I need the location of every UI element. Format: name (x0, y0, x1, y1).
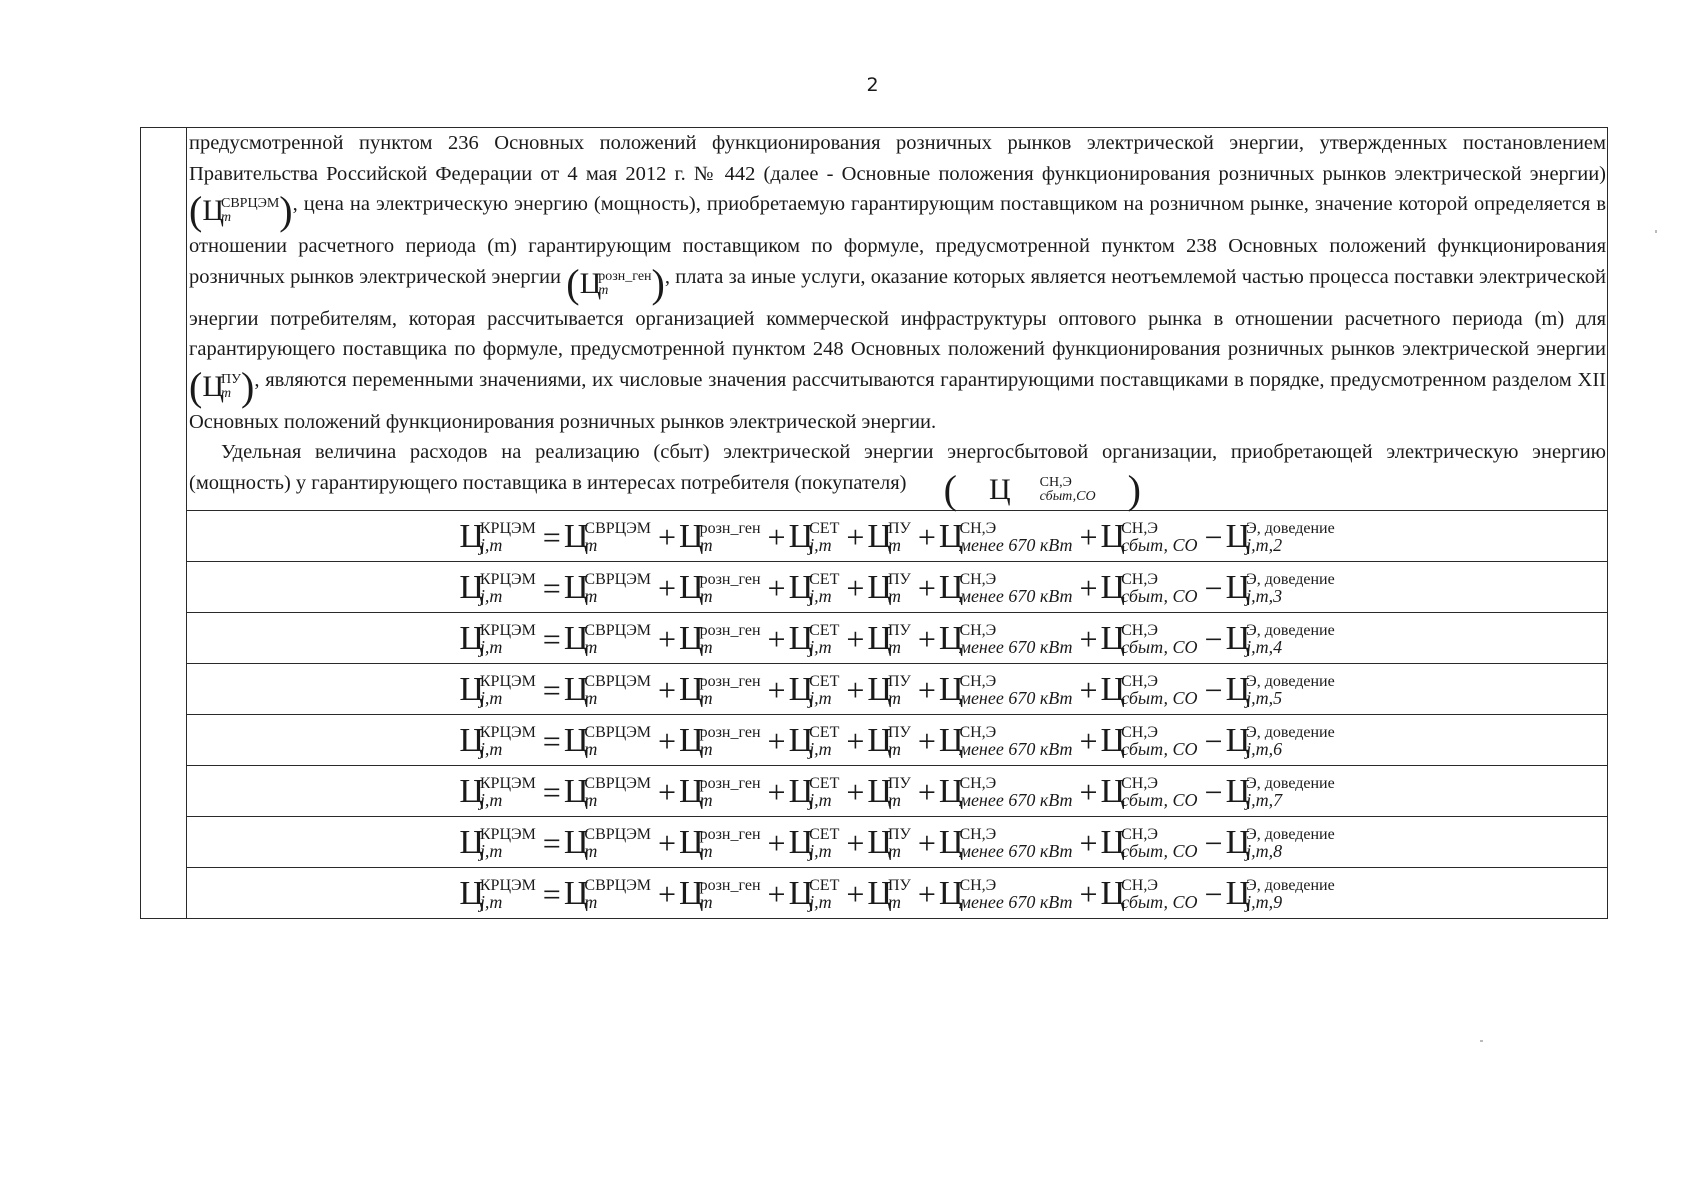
formula-cell (187, 868, 1608, 919)
formula-row (141, 714, 1608, 765)
term-pu: Ц ПУ m (867, 670, 911, 708)
term-svrcem: Ц СВРЦЭМ m (563, 568, 651, 606)
formula-cell (187, 561, 1608, 612)
equals-sign: = (542, 671, 561, 708)
term-sn-menee-670: Ц СН,Э менее 670 кВт (938, 722, 1073, 760)
formula-lhs: Ц КРЦЭМ j,m (459, 773, 536, 811)
plus-sign: + (767, 723, 786, 760)
plus-sign: + (917, 774, 936, 811)
term-sn-sbyt: Ц СН,Э сбыт, СО (1100, 619, 1198, 657)
formula-lhs: Ц КРЦЭМ j,m (459, 619, 536, 657)
formula-lhs: Ц КРЦЭМ j,m (459, 670, 536, 708)
term-set: Ц СЕТ j,m (788, 722, 840, 760)
document-table (140, 127, 1608, 919)
symbol-pu: ( Ц ПУ m ) (189, 363, 255, 409)
formula-lhs: Ц КРЦЭМ j,m (459, 722, 536, 760)
plus-sign: + (917, 518, 936, 555)
plus-sign: + (767, 774, 786, 811)
term-sn-sbyt: Ц СН,Э сбыт, СО (1100, 517, 1198, 555)
text-row (141, 128, 1608, 511)
plus-sign: + (917, 876, 936, 913)
term-rozn-gen: Ц розн_ген m (679, 619, 761, 657)
plus-sign: + (1079, 774, 1098, 811)
equals-sign: = (542, 569, 561, 606)
term-rozn-gen: Ц розн_ген m (679, 670, 761, 708)
paragraph-1-text-b: , цена на электрическую энергию (мощность), приобретаемую гарантирующим поставщиком на розничном рынке, значение которой определяется в отношении расчетного периода (m) гарантирующим поставщиком по формуле, предусмотренной пунктом 238 Основных положений функционирования розничных рынков электрической энергии (189, 193, 1606, 288)
term-svrcem: Ц СВРЦЭМ m (563, 517, 651, 555)
plus-sign: + (658, 620, 677, 657)
formula-lhs: Ц КРЦЭМ j,m (459, 824, 536, 862)
term-dovedenie: Ц Э, доведение j,m,4 (1225, 619, 1335, 657)
term-sn-menee-670: Ц СН,Э менее 670 кВт (938, 824, 1073, 862)
plus-sign: + (1079, 569, 1098, 606)
formula-cell (187, 510, 1608, 561)
term-svrcem: Ц СВРЦЭМ m (563, 875, 651, 913)
formula-lhs: Ц КРЦЭМ j,m (459, 568, 536, 606)
term-sn-menee-670: Ц СН,Э менее 670 кВт (938, 619, 1073, 657)
term-dovedenie: Ц Э, доведение j,m,8 (1225, 824, 1335, 862)
term-rozn-gen: Ц розн_ген m (679, 568, 761, 606)
term-sn-sbyt: Ц СН,Э сбыт, СО (1100, 824, 1198, 862)
symbol-rozn-gen: ( Ц розн_ген m ) (566, 260, 665, 306)
term-sn-sbyt: Ц СН,Э сбыт, СО (1100, 773, 1198, 811)
formula-cell (187, 663, 1608, 714)
term-dovedenie: Ц Э, доведение j,m,2 (1225, 517, 1335, 555)
minus-sign: − (1204, 825, 1223, 862)
formula-lhs: Ц КРЦЭМ j,m (459, 517, 536, 555)
plus-sign: + (917, 569, 936, 606)
term-svrcem: Ц СВРЦЭМ m (563, 619, 651, 657)
term-set: Ц СЕТ j,m (788, 568, 840, 606)
term-set: Ц СЕТ j,m (788, 517, 840, 555)
text-cell (187, 128, 1608, 511)
term-svrcem: Ц СВРЦЭМ m (563, 824, 651, 862)
term-sn-sbyt: Ц СН,Э сбыт, СО (1100, 568, 1198, 606)
equals-sign: = (542, 876, 561, 913)
term-pu: Ц ПУ m (867, 517, 911, 555)
plus-sign: + (767, 876, 786, 913)
formula-cell (187, 612, 1608, 663)
plus-sign: + (658, 518, 677, 555)
plus-sign: + (1079, 518, 1098, 555)
left-column-cell (141, 128, 187, 919)
paragraph-1-text-d: , являются переменными значениями, их числовые значения рассчитываются гарантирующими поставщиками в порядке, предусмотренном разделом XII Основных положений функционирования розничных рынков электрической энергии. (189, 368, 1606, 433)
term-sn-menee-670: Ц СН,Э менее 670 кВт (938, 773, 1073, 811)
term-sn-menee-670: Ц СН,Э менее 670 кВт (938, 875, 1073, 913)
formula-cell (187, 766, 1608, 817)
term-rozn-gen: Ц розн_ген m (679, 722, 761, 760)
plus-sign: + (658, 723, 677, 760)
plus-sign: + (1079, 723, 1098, 760)
term-dovedenie: Ц Э, доведение j,m,6 (1225, 722, 1335, 760)
term-rozn-gen: Ц розн_ген m (679, 824, 761, 862)
plus-sign: + (767, 620, 786, 657)
minus-sign: − (1204, 518, 1223, 555)
plus-sign: + (917, 671, 936, 708)
term-sn-menee-670: Ц СН,Э менее 670 кВт (938, 568, 1073, 606)
symbol-sn-sbyt: ( Ц СН,Э сбыт,СО ) (943, 466, 1141, 512)
term-rozn-gen: Ц розн_ген m (679, 773, 761, 811)
term-rozn-gen: Ц розн_ген m (679, 517, 761, 555)
term-rozn-gen: Ц розн_ген m (679, 875, 761, 913)
term-pu: Ц ПУ m (867, 824, 911, 862)
plus-sign: + (917, 723, 936, 760)
formula-row (141, 766, 1608, 817)
term-svrcem: Ц СВРЦЭМ m (563, 773, 651, 811)
plus-sign: + (846, 671, 865, 708)
term-dovedenie: Ц Э, доведение j,m,5 (1225, 670, 1335, 708)
equals-sign: = (542, 774, 561, 811)
term-dovedenie: Ц Э, доведение j,m,9 (1225, 875, 1335, 913)
term-set: Ц СЕТ j,m (788, 875, 840, 913)
term-dovedenie: Ц Э, доведение j,m,3 (1225, 568, 1335, 606)
equals-sign: = (542, 518, 561, 555)
term-sn-sbyt: Ц СН,Э сбыт, СО (1100, 875, 1198, 913)
term-pu: Ц ПУ m (867, 773, 911, 811)
page-number: 2 (866, 74, 879, 96)
term-sn-sbyt: Ц СН,Э сбыт, СО (1100, 722, 1198, 760)
plus-sign: + (917, 825, 936, 862)
minus-sign: − (1204, 620, 1223, 657)
formula-cell (187, 817, 1608, 868)
plus-sign: + (658, 569, 677, 606)
term-sn-menee-670: Ц СН,Э менее 670 кВт (938, 517, 1073, 555)
plus-sign: + (846, 825, 865, 862)
formula-row (141, 663, 1608, 714)
term-sn-menee-670: Ц СН,Э менее 670 кВт (938, 670, 1073, 708)
plus-sign: + (846, 518, 865, 555)
term-set: Ц СЕТ j,m (788, 824, 840, 862)
term-dovedenie: Ц Э, доведение j,m,7 (1225, 773, 1335, 811)
plus-sign: + (1079, 825, 1098, 862)
plus-sign: + (658, 876, 677, 913)
term-set: Ц СЕТ j,m (788, 619, 840, 657)
formula-lhs: Ц КРЦЭМ j,m (459, 875, 536, 913)
paragraph-1-text-c: , плата за иные услуги, оказание которых является неотъемлемой частью процесса поставки электрической энергии потребителям, которая рассчитывается организацией коммерческой инфраструктуры оптового рынка в отношении расчетного периода (m) для гарантирующего поставщика по формуле, предусмотренной пунктом 248 Основных положений функционирования розничных рынков электрической энергии (189, 265, 1606, 360)
plus-sign: + (767, 671, 786, 708)
plus-sign: + (767, 825, 786, 862)
plus-sign: + (1079, 620, 1098, 657)
plus-sign: + (767, 569, 786, 606)
term-svrcem: Ц СВРЦЭМ m (563, 722, 651, 760)
formula-row (141, 561, 1608, 612)
term-pu: Ц ПУ m (867, 875, 911, 913)
formula-row (141, 817, 1608, 868)
equals-sign: = (542, 723, 561, 760)
formula-row (141, 612, 1608, 663)
plus-sign: + (917, 620, 936, 657)
minus-sign: − (1204, 569, 1223, 606)
term-set: Ц СЕТ j,m (788, 773, 840, 811)
plus-sign: + (846, 620, 865, 657)
term-pu: Ц ПУ m (867, 619, 911, 657)
symbol-svrcem: ( Ц СВРЦЭМ m ) (189, 188, 293, 233)
plus-sign: + (658, 825, 677, 862)
minus-sign: − (1204, 876, 1223, 913)
formula-row (141, 868, 1608, 919)
term-svrcem: Ц СВРЦЭМ m (563, 670, 651, 708)
paragraph-1 (189, 128, 1606, 437)
paragraph-1-text-a: предусмотренной пунктом 236 Основных положений функционирования розничных рынков электрической энергии, утвержденных постановлением Правительства Российской Федерации от 4 мая 2012 г. № 442 (далее - Основные положения функционирования розничных рынков электрической энергии) (189, 132, 1606, 185)
paragraph-2 (189, 437, 1606, 510)
term-sn-sbyt: Ц СН,Э сбыт, СО (1100, 670, 1198, 708)
paragraph-2-text: Удельная величина расходов на реализацию (сбыт) электрической энергии энергосбытовой организации, приобретающей электрическую энергию (мощность) у гарантирующего поставщика в интересах потребителя (покупателя) (189, 441, 1606, 494)
formula-cell (187, 714, 1608, 765)
plus-sign: + (1079, 876, 1098, 913)
term-pu: Ц ПУ m (867, 568, 911, 606)
plus-sign: + (658, 671, 677, 708)
plus-sign: + (767, 518, 786, 555)
term-set: Ц СЕТ j,m (788, 670, 840, 708)
plus-sign: + (846, 723, 865, 760)
plus-sign: + (846, 569, 865, 606)
plus-sign: + (1079, 671, 1098, 708)
equals-sign: = (542, 620, 561, 657)
formula-row (141, 510, 1608, 561)
equals-sign: = (542, 825, 561, 862)
plus-sign: + (846, 774, 865, 811)
term-pu: Ц ПУ m (867, 722, 911, 760)
minus-sign: − (1204, 723, 1223, 760)
plus-sign: + (846, 876, 865, 913)
minus-sign: − (1204, 774, 1223, 811)
minus-sign: − (1204, 671, 1223, 708)
plus-sign: + (658, 774, 677, 811)
